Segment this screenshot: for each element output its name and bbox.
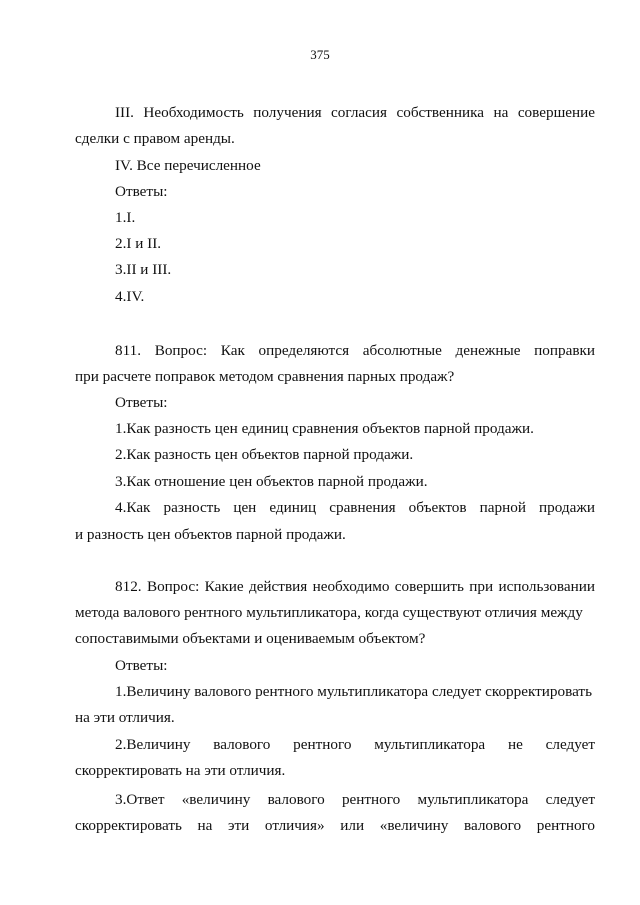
q811-answer-4-line1: 4.Как разность цен единиц сравнения объектов парной продажи	[115, 499, 595, 516]
q812-answer-3-line2: скорректировать на эти отличия» или «величину валового рентного	[75, 817, 595, 834]
q812-answers-label: Ответы:	[115, 657, 168, 674]
q812-line3: сопоставимыми объектами и оцениваемым объектом?	[75, 630, 426, 647]
answer-1: 1.I.	[115, 209, 136, 226]
answer-2: 2.I и II.	[115, 235, 162, 252]
q811-answer-1: 1.Как разность цен единиц сравнения объектов парной продажи.	[115, 420, 534, 437]
q812-line2: метода валового рентного мультипликатора, когда существуют отличия между	[75, 604, 583, 621]
q812-answer-2-line2: скорректировать на эти отличия.	[75, 762, 286, 779]
option-iii-line2: сделки с правом аренды.	[75, 130, 235, 147]
q811-answer-4-line2: и разность цен объектов парной продажи.	[75, 526, 346, 543]
answer-3: 3.II и III.	[115, 261, 172, 278]
q811-answer-2: 2.Как разность цен объектов парной продажи.	[115, 446, 414, 463]
q812-line1: 812. Вопрос: Какие действия необходимо совершить при использовании	[115, 578, 595, 595]
page-number: 375	[310, 47, 330, 62]
q812-answer-3-line1: 3.Ответ «величину валового рентного мультипликатора следует	[115, 791, 595, 808]
option-iii-line1: III. Необходимость получения согласия собственника на совершение	[115, 104, 595, 121]
q811-line1: 811. Вопрос: Как определяются абсолютные денежные поправки	[115, 342, 595, 359]
option-iv: IV. Все перечисленное	[115, 157, 261, 174]
q812-answer-1-line1: 1.Величину валового рентного мультипликатора следует скорректировать	[115, 683, 592, 700]
q812-answer-1-line2: на эти отличия.	[75, 709, 175, 726]
q811-answers-label: Ответы:	[115, 394, 168, 411]
answers-label: Ответы:	[115, 183, 168, 200]
q812-answer-2-line1: 2.Величину валового рентного мультипликатора не следует	[115, 736, 595, 753]
q811-line2: при расчете поправок методом сравнения парных продаж?	[75, 368, 455, 385]
q811-answer-3: 3.Как отношение цен объектов парной продажи.	[115, 473, 428, 490]
answer-4: 4.IV.	[115, 288, 145, 305]
